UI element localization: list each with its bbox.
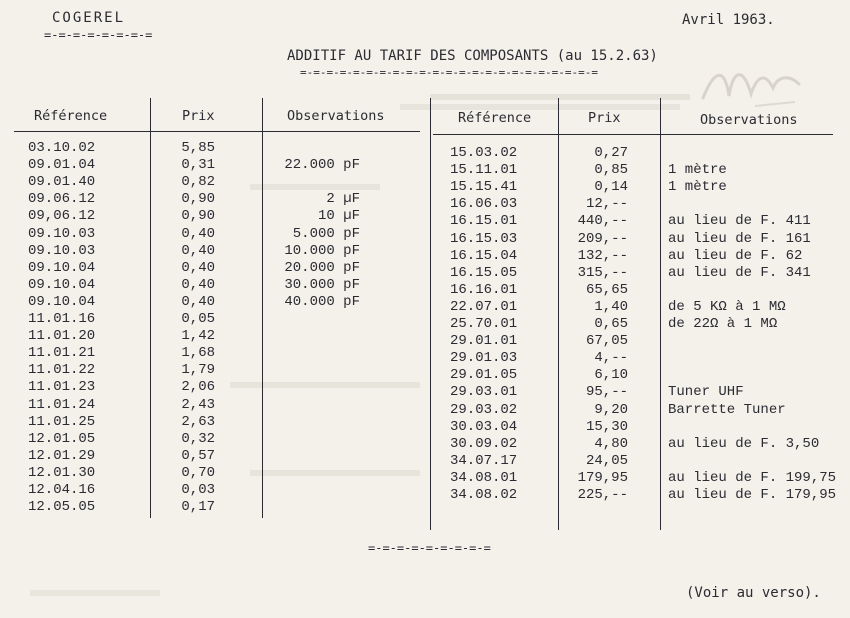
right-header-prix: Prix	[588, 110, 621, 126]
reference-cell: 15.11.01	[450, 162, 518, 179]
price-cell: 2,06	[181, 379, 215, 396]
price-cell: 0,17	[181, 499, 215, 516]
observation-cell: 2 µF	[326, 191, 360, 208]
price-cell: 24,05	[585, 452, 628, 469]
left-header-obs: Observations	[287, 108, 385, 124]
observation-cell: 10 µF	[317, 208, 360, 225]
reference-cell: 16.15.04	[450, 247, 518, 264]
price-cell: 15,30	[585, 418, 628, 435]
reference-cell: 34.08.01	[450, 469, 518, 486]
reference-cell: 12.04.16	[28, 482, 96, 498]
reference-cell: 16.15.03	[450, 230, 518, 247]
document-date: Avril 1963.	[682, 12, 775, 28]
price-cell: 0,03	[181, 482, 215, 498]
price-cell: 315,--	[577, 264, 628, 281]
price-cell: 2,63	[181, 413, 215, 430]
price-cell: 0,40	[181, 225, 215, 242]
price-cell: 0,82	[181, 174, 215, 191]
left-header-rule	[14, 131, 420, 132]
right-header-ref: Référence	[458, 110, 532, 126]
price-cell: 0,05	[181, 311, 215, 327]
reference-cell: 12.05.05	[28, 499, 96, 516]
reference-cell: 09,06.12	[28, 208, 96, 225]
reference-cell: 09.01.40	[28, 174, 96, 191]
observation-cell: au lieu de F. 62	[668, 247, 803, 264]
title-underline: =-=-=-=-=-=-=-=-=-=-=-=-=-=-=-=-=-=-=-=-=-=-=	[300, 66, 599, 79]
reference-cell: 12.01.05	[28, 430, 96, 447]
reference-cell: 22.07.01	[450, 298, 518, 315]
reference-cell: 29.01.03	[450, 350, 518, 367]
reference-cell: 11.01.20	[28, 328, 96, 345]
price-cell: 0,40	[181, 276, 215, 293]
verso-note: (Voir au verso).	[686, 585, 821, 601]
price-cell: 4,--	[594, 350, 628, 367]
price-cell: 1,68	[181, 345, 215, 362]
reference-cell: 11.01.16	[28, 311, 96, 327]
reference-cell: 09.10.04	[28, 259, 96, 276]
reference-cell: 09.10.04	[28, 293, 96, 310]
observation-cell: Barrette Tuner	[668, 401, 786, 418]
left-header-ref: Référence	[34, 108, 108, 124]
price-cell: 1,40	[594, 298, 628, 315]
reference-cell: 15.03.02	[450, 145, 518, 161]
reference-cell: 29.01.05	[450, 367, 518, 384]
price-cell: 1,79	[181, 362, 215, 379]
price-cell: 65,65	[585, 281, 628, 298]
price-cell: 179,95	[577, 469, 628, 486]
reference-cell: 11.01.21	[28, 345, 96, 362]
reference-cell: 15.15.41	[450, 179, 518, 196]
reference-cell: 16.16.01	[450, 281, 518, 298]
price-cell: 0,65	[594, 316, 628, 332]
reference-cell: 11.01.25	[28, 413, 96, 430]
observation-cell: 30.000 pF	[284, 276, 360, 293]
price-cell: 0,40	[181, 242, 215, 259]
observation-cell: au lieu de F. 341	[668, 264, 811, 281]
reference-cell: 03.10.02	[28, 140, 96, 156]
reference-cell: 34.08.02	[450, 487, 518, 503]
reference-cell: 11.01.23	[28, 379, 96, 396]
price-cell: 132,--	[577, 247, 628, 264]
reference-cell: 30.09.02	[450, 435, 518, 452]
observation-cell: de 5 KΩ à 1 MΩ	[668, 298, 786, 315]
observation-cell: au lieu de F. 179,95	[668, 487, 837, 503]
handwritten-signature-mark	[695, 58, 815, 118]
observation-cell: 20.000 pF	[284, 259, 360, 276]
observation-cell: au lieu de F. 161	[668, 230, 811, 247]
price-cell: 1,42	[181, 328, 215, 345]
reference-cell: 09.01.04	[28, 157, 96, 174]
right-header-rule	[433, 134, 833, 135]
reference-cell: 09.10.04	[28, 276, 96, 293]
reference-cell: 09.10.03	[28, 225, 96, 242]
left-header-prix: Prix	[182, 108, 215, 124]
price-cell: 5,85	[181, 140, 215, 156]
reference-cell: 12.01.29	[28, 447, 96, 464]
price-cell: 209,--	[577, 230, 628, 247]
price-cell: 440,--	[577, 213, 628, 230]
reference-cell: 29.03.01	[450, 384, 518, 401]
footer-rule: =-=-=-=-=-=-=-=-=	[368, 541, 491, 555]
reference-cell: 09.10.03	[28, 242, 96, 259]
observation-cell: 1 mètre	[668, 179, 727, 196]
reference-cell: 11.01.24	[28, 396, 96, 413]
company-name: COGEREL	[52, 10, 126, 26]
observation-cell: 40.000 pF	[284, 293, 360, 310]
price-cell: 0,85	[594, 162, 628, 179]
observation-cell: Tuner UHF	[668, 384, 744, 401]
price-cell: 0,70	[181, 464, 215, 481]
price-cell: 0,14	[594, 179, 628, 196]
observation-cell: au lieu de F. 199,75	[668, 469, 837, 486]
right-column-divider-2	[660, 98, 661, 530]
price-cell: 9,20	[594, 401, 628, 418]
reference-cell: 29.01.01	[450, 333, 518, 350]
price-cell: 0,40	[181, 293, 215, 310]
observation-cell: 10.000 pF	[284, 242, 360, 259]
price-cell: 12,--	[585, 196, 628, 213]
price-cell: 6,10	[594, 367, 628, 384]
price-cell: 2,43	[181, 396, 215, 413]
reference-cell: 16.15.05	[450, 264, 518, 281]
price-cell: 0,90	[181, 191, 215, 208]
observation-cell: au lieu de F. 3,50	[668, 435, 820, 452]
price-cell: 67,05	[585, 333, 628, 350]
reference-cell: 25.70.01	[450, 316, 518, 332]
observation-cell: 1 mètre	[668, 162, 727, 179]
reference-cell: 16.15.01	[450, 213, 518, 230]
reference-cell: 29.03.02	[450, 401, 518, 418]
reference-cell: 12.01.30	[28, 464, 96, 481]
price-cell: 4,80	[594, 435, 628, 452]
reference-cell: 09.06.12	[28, 191, 96, 208]
price-cell: 225,--	[577, 487, 628, 503]
price-cell: 0,27	[594, 145, 628, 161]
price-cell: 0,40	[181, 259, 215, 276]
reference-cell: 11.01.22	[28, 362, 96, 379]
right-header-obs: Observations	[700, 112, 798, 128]
observation-cell: 22.000 pF	[284, 157, 360, 174]
price-cell: 0,32	[181, 430, 215, 447]
observation-cell: de 22Ω à 1 MΩ	[668, 316, 778, 332]
document-title: ADDITIF AU TARIF DES COMPOSANTS (au 15.2.63)	[287, 48, 658, 64]
price-cell: 95,--	[585, 384, 628, 401]
observation-cell: 5.000 pF	[292, 225, 360, 242]
reference-cell: 16.06.03	[450, 196, 518, 213]
observation-cell: au lieu de F. 411	[668, 213, 811, 230]
company-underline: =-=-=-=-=-=-=-=	[44, 28, 153, 42]
price-cell: 0,31	[181, 157, 215, 174]
reference-cell: 34.07.17	[450, 452, 518, 469]
center-divider	[430, 98, 431, 530]
price-cell: 0,90	[181, 208, 215, 225]
price-cell: 0,57	[181, 447, 215, 464]
reference-cell: 30.03.04	[450, 418, 518, 435]
